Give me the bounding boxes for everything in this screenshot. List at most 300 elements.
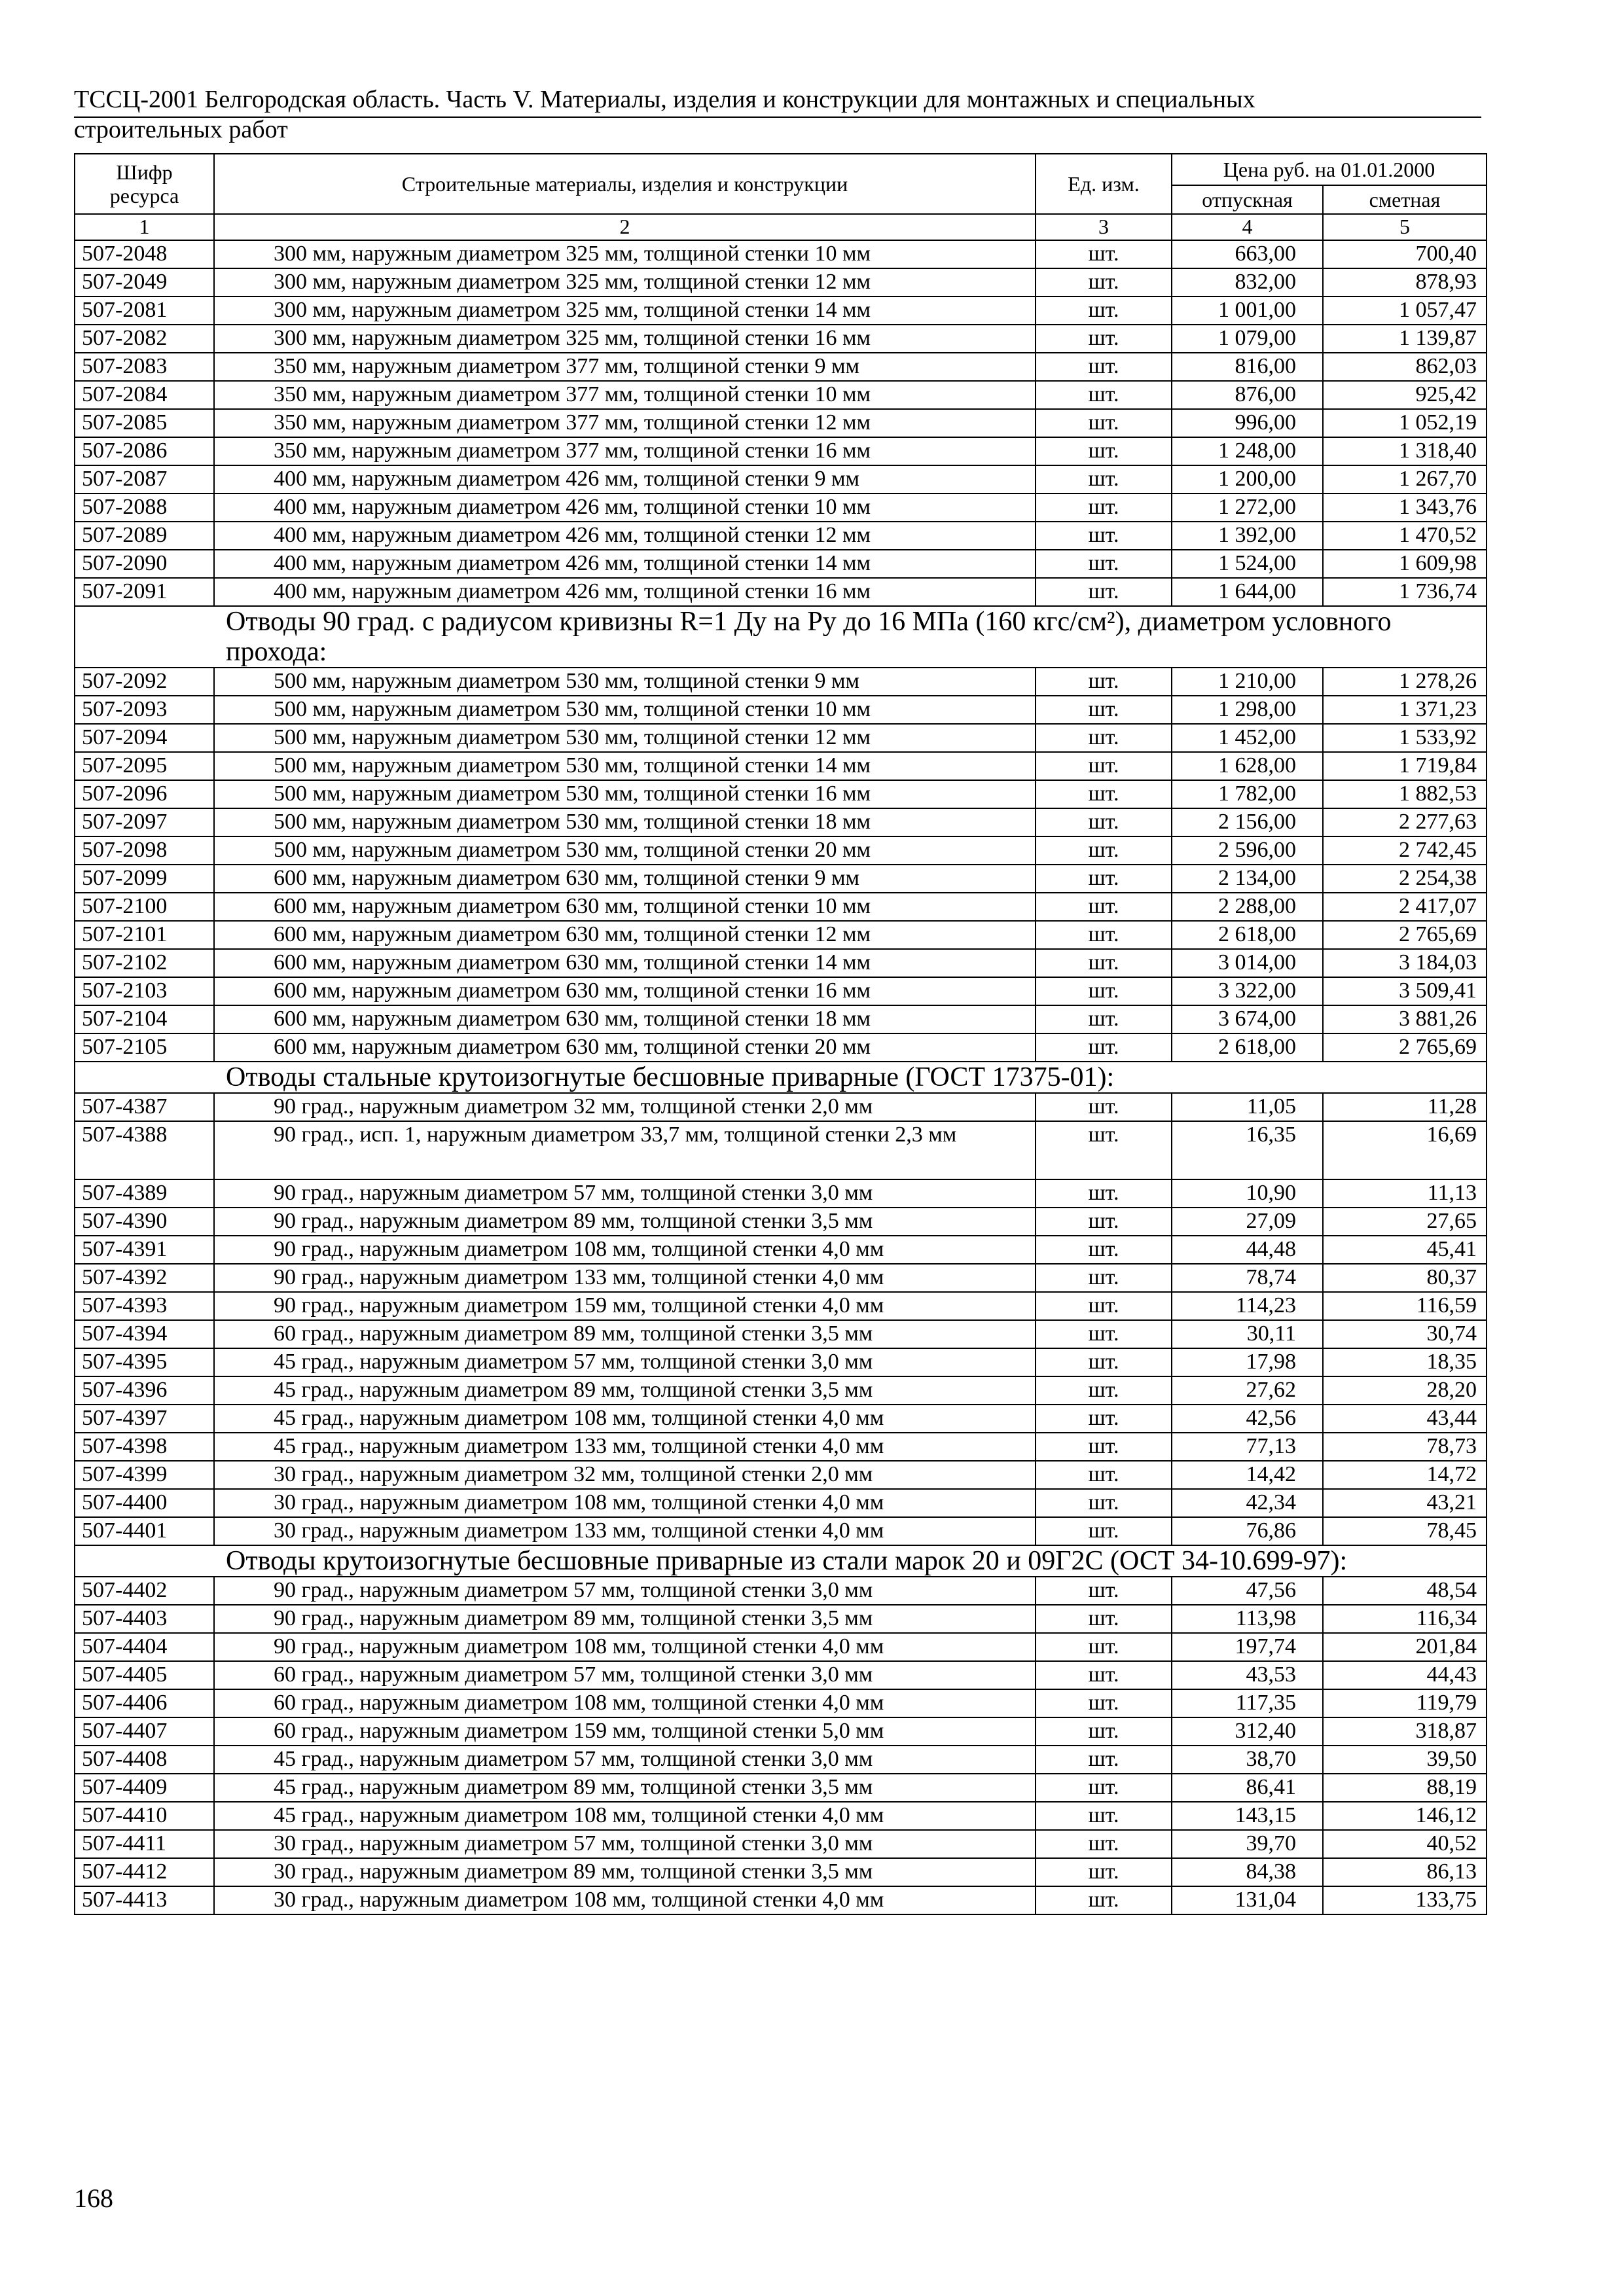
table-row [75, 240, 1487, 268]
item-description: 90 град., наружным диаметром 89 мм, толщиной стенки 3,5 мм [214, 1208, 1036, 1236]
running-header-line-1: ТССЦ-2001 Белгородская область. Часть V. Материалы, изделия и конструкции для монтажных и специальных [74, 86, 1255, 113]
unit-of-measure: шт. [1036, 437, 1172, 465]
estimate-price: 116,34 [1323, 1605, 1487, 1633]
estimate-price: 16,69 [1323, 1121, 1487, 1179]
unit-of-measure: шт. [1036, 865, 1172, 893]
item-description: 60 град., наружным диаметром 89 мм, толщиной стенки 3,5 мм [214, 1320, 1036, 1348]
estimate-price: 862,03 [1323, 353, 1487, 381]
item-description: 400 мм, наружным диаметром 426 мм, толщиной стенки 14 мм [214, 550, 1036, 578]
column-index-row [75, 214, 1487, 240]
column-index: 1 [75, 214, 214, 240]
resource-code: 507-4407 [75, 1717, 214, 1746]
estimate-price: 1 139,87 [1323, 325, 1487, 353]
estimate-price: 18,35 [1323, 1348, 1487, 1376]
unit-of-measure: шт. [1036, 353, 1172, 381]
resource-code: 507-4410 [75, 1802, 214, 1830]
release-price: 1 782,00 [1172, 780, 1323, 808]
unit-of-measure: шт. [1036, 921, 1172, 949]
release-price: 10,90 [1172, 1179, 1323, 1208]
price-table [74, 153, 1487, 1915]
estimate-price: 1 052,19 [1323, 409, 1487, 437]
table-row [75, 668, 1487, 696]
item-description: 400 мм, наружным диаметром 426 мм, толщиной стенки 9 мм [214, 465, 1036, 493]
estimate-price: 2 254,38 [1323, 865, 1487, 893]
release-price: 1 392,00 [1172, 522, 1323, 550]
release-price: 2 596,00 [1172, 836, 1323, 865]
estimate-price: 2 765,69 [1323, 921, 1487, 949]
resource-code: 507-2081 [75, 296, 214, 325]
release-price: 30,11 [1172, 1320, 1323, 1348]
unit-of-measure: шт. [1036, 409, 1172, 437]
resource-code: 507-4405 [75, 1661, 214, 1689]
resource-code: 507-4392 [75, 1264, 214, 1292]
item-description: 45 град., наружным диаметром 89 мм, толщиной стенки 3,5 мм [214, 1774, 1036, 1802]
item-description: 30 град., наружным диаметром 133 мм, толщиной стенки 4,0 мм [214, 1517, 1036, 1545]
release-price: 86,41 [1172, 1774, 1323, 1802]
release-price: 11,05 [1172, 1093, 1323, 1121]
running-header-line-2: строительных работ [74, 116, 288, 143]
table-row [75, 1121, 1487, 1179]
table-row [75, 949, 1487, 977]
resource-code: 507-4389 [75, 1179, 214, 1208]
unit-of-measure: шт. [1036, 836, 1172, 865]
item-description: 90 град., наружным диаметром 57 мм, толщиной стенки 3,0 мм [214, 1179, 1036, 1208]
estimate-price: 48,54 [1323, 1577, 1487, 1605]
table-row [75, 836, 1487, 865]
release-price: 1 200,00 [1172, 465, 1323, 493]
resource-code: 507-4387 [75, 1093, 214, 1121]
estimate-price: 1 533,92 [1323, 724, 1487, 752]
release-price: 3 322,00 [1172, 977, 1323, 1005]
resource-code: 507-4395 [75, 1348, 214, 1376]
resource-code: 507-2103 [75, 977, 214, 1005]
table-row [75, 550, 1487, 578]
resource-code: 507-4393 [75, 1292, 214, 1320]
item-description: 300 мм, наружным диаметром 325 мм, толщиной стенки 10 мм [214, 240, 1036, 268]
table-row [75, 1577, 1487, 1605]
resource-code: 507-2090 [75, 550, 214, 578]
item-description: 600 мм, наружным диаметром 630 мм, толщиной стенки 14 мм [214, 949, 1036, 977]
table-row [75, 1517, 1487, 1545]
resource-code: 507-2085 [75, 409, 214, 437]
resource-code: 507-2093 [75, 696, 214, 724]
table-row [75, 696, 1487, 724]
item-description: 400 мм, наружным диаметром 426 мм, толщиной стенки 10 мм [214, 493, 1036, 522]
table-row [75, 1208, 1487, 1236]
estimate-price: 2 277,63 [1323, 808, 1487, 836]
col-header-release-price: отпускная [1172, 185, 1323, 214]
item-description: 500 мм, наружным диаметром 530 мм, толщиной стенки 12 мм [214, 724, 1036, 752]
unit-of-measure: шт. [1036, 1802, 1172, 1830]
col-header-description: Строительные материалы, изделия и конструкции [214, 154, 1036, 214]
estimate-price: 1 371,23 [1323, 696, 1487, 724]
table-row [75, 1033, 1487, 1062]
unit-of-measure: шт. [1036, 1717, 1172, 1746]
table-row [75, 921, 1487, 949]
unit-of-measure: шт. [1036, 724, 1172, 752]
column-index: 5 [1323, 214, 1487, 240]
release-price: 996,00 [1172, 409, 1323, 437]
release-price: 38,70 [1172, 1746, 1323, 1774]
item-description: 60 град., наружным диаметром 57 мм, толщиной стенки 3,0 мм [214, 1661, 1036, 1689]
release-price: 1 248,00 [1172, 437, 1323, 465]
table-row [75, 780, 1487, 808]
release-price: 77,13 [1172, 1433, 1323, 1461]
resource-code: 507-4404 [75, 1633, 214, 1661]
release-price: 113,98 [1172, 1605, 1323, 1633]
release-price: 114,23 [1172, 1292, 1323, 1320]
resource-code: 507-2083 [75, 353, 214, 381]
resource-code: 507-2091 [75, 578, 214, 606]
column-index: 3 [1036, 214, 1172, 240]
resource-code: 507-2048 [75, 240, 214, 268]
release-price: 2 618,00 [1172, 921, 1323, 949]
estimate-price: 1 470,52 [1323, 522, 1487, 550]
table-row [75, 865, 1487, 893]
estimate-price: 78,45 [1323, 1517, 1487, 1545]
unit-of-measure: шт. [1036, 752, 1172, 780]
section-heading-row [75, 1062, 1487, 1093]
resource-code: 507-4388 [75, 1121, 214, 1179]
estimate-price: 1 318,40 [1323, 437, 1487, 465]
estimate-price: 43,44 [1323, 1405, 1487, 1433]
item-description: 300 мм, наружным диаметром 325 мм, толщиной стенки 14 мм [214, 296, 1036, 325]
unit-of-measure: шт. [1036, 1517, 1172, 1545]
release-price: 2 288,00 [1172, 893, 1323, 921]
unit-of-measure: шт. [1036, 240, 1172, 268]
release-price: 2 156,00 [1172, 808, 1323, 836]
release-price: 1 001,00 [1172, 296, 1323, 325]
release-price: 78,74 [1172, 1264, 1323, 1292]
resource-code: 507-4409 [75, 1774, 214, 1802]
unit-of-measure: шт. [1036, 381, 1172, 409]
release-price: 17,98 [1172, 1348, 1323, 1376]
item-description: 90 град., наружным диаметром 57 мм, толщиной стенки 3,0 мм [214, 1577, 1036, 1605]
table-row [75, 1802, 1487, 1830]
item-description: 30 град., наружным диаметром 89 мм, толщиной стенки 3,5 мм [214, 1858, 1036, 1886]
release-price: 197,74 [1172, 1633, 1323, 1661]
unit-of-measure: шт. [1036, 1577, 1172, 1605]
resource-code: 507-4390 [75, 1208, 214, 1236]
table-body [75, 240, 1487, 1914]
release-price: 27,09 [1172, 1208, 1323, 1236]
estimate-price: 28,20 [1323, 1376, 1487, 1405]
table-row [75, 1633, 1487, 1661]
item-description: 90 град., исп. 1, наружным диаметром 33,7 мм, толщиной стенки 2,3 мм [214, 1121, 1036, 1179]
unit-of-measure: шт. [1036, 1633, 1172, 1661]
release-price: 117,35 [1172, 1689, 1323, 1717]
unit-of-measure: шт. [1036, 1830, 1172, 1858]
resource-code: 507-2094 [75, 724, 214, 752]
estimate-price: 119,79 [1323, 1689, 1487, 1717]
estimate-price: 11,28 [1323, 1093, 1487, 1121]
table-row [75, 493, 1487, 522]
unit-of-measure: шт. [1036, 696, 1172, 724]
table-row [75, 1830, 1487, 1858]
table-row [75, 1376, 1487, 1405]
table-row [75, 522, 1487, 550]
unit-of-measure: шт. [1036, 1208, 1172, 1236]
col-header-estimate-price: сметная [1323, 185, 1487, 214]
item-description: 45 град., наружным диаметром 89 мм, толщиной стенки 3,5 мм [214, 1376, 1036, 1405]
estimate-price: 700,40 [1323, 240, 1487, 268]
table-row [75, 752, 1487, 780]
resource-code: 507-4391 [75, 1236, 214, 1264]
release-price: 131,04 [1172, 1886, 1323, 1914]
item-description: 90 град., наружным диаметром 32 мм, толщиной стенки 2,0 мм [214, 1093, 1036, 1121]
resource-code: 507-2102 [75, 949, 214, 977]
resource-code: 507-4411 [75, 1830, 214, 1858]
unit-of-measure: шт. [1036, 1689, 1172, 1717]
resource-code: 507-2089 [75, 522, 214, 550]
item-description: 500 мм, наружным диаметром 530 мм, толщиной стенки 14 мм [214, 752, 1036, 780]
table-row [75, 1661, 1487, 1689]
estimate-price: 2 742,45 [1323, 836, 1487, 865]
item-description: 30 град., наружным диаметром 108 мм, толщиной стенки 4,0 мм [214, 1886, 1036, 1914]
col-header-price: Цена руб. на 01.01.2000 [1172, 154, 1487, 185]
column-index: 4 [1172, 214, 1323, 240]
table-row [75, 1461, 1487, 1489]
item-description: 600 мм, наружным диаметром 630 мм, толщиной стенки 9 мм [214, 865, 1036, 893]
item-description: 90 град., наружным диаметром 133 мм, толщиной стенки 4,0 мм [214, 1264, 1036, 1292]
item-description: 30 град., наружным диаметром 108 мм, толщиной стенки 4,0 мм [214, 1489, 1036, 1517]
resource-code: 507-4406 [75, 1689, 214, 1717]
item-description: 350 мм, наружным диаметром 377 мм, толщиной стенки 16 мм [214, 437, 1036, 465]
item-description: 350 мм, наружным диаметром 377 мм, толщиной стенки 10 мм [214, 381, 1036, 409]
unit-of-measure: шт. [1036, 1179, 1172, 1208]
table-row [75, 977, 1487, 1005]
table-row [75, 1605, 1487, 1633]
item-description: 500 мм, наружным диаметром 530 мм, толщиной стенки 20 мм [214, 836, 1036, 865]
table-row [75, 808, 1487, 836]
release-price: 14,42 [1172, 1461, 1323, 1489]
estimate-price: 78,73 [1323, 1433, 1487, 1461]
table-row [75, 1236, 1487, 1264]
estimate-price: 45,41 [1323, 1236, 1487, 1264]
estimate-price: 30,74 [1323, 1320, 1487, 1348]
item-description: 30 град., наружным диаметром 57 мм, толщиной стенки 3,0 мм [214, 1830, 1036, 1858]
item-description: 30 град., наружным диаметром 32 мм, толщиной стенки 2,0 мм [214, 1461, 1036, 1489]
resource-code: 507-2101 [75, 921, 214, 949]
table-row [75, 1093, 1487, 1121]
estimate-price: 3 184,03 [1323, 949, 1487, 977]
resource-code: 507-2049 [75, 268, 214, 296]
resource-code: 507-4412 [75, 1858, 214, 1886]
estimate-price: 86,13 [1323, 1858, 1487, 1886]
table-row [75, 1433, 1487, 1461]
release-price: 1 298,00 [1172, 696, 1323, 724]
table-row [75, 578, 1487, 606]
resource-code: 507-4399 [75, 1461, 214, 1489]
resource-code: 507-2098 [75, 836, 214, 865]
table-row [75, 1689, 1487, 1717]
table-row [75, 296, 1487, 325]
estimate-price: 878,93 [1323, 268, 1487, 296]
section-heading: Отводы крутоизогнутые бесшовные приварные из стали марок 20 и 09Г2С (ОСТ 34-10.699-97): [75, 1545, 1487, 1577]
release-price: 876,00 [1172, 381, 1323, 409]
resource-code: 507-2105 [75, 1033, 214, 1062]
table-row [75, 325, 1487, 353]
resource-code: 507-2088 [75, 493, 214, 522]
release-price: 663,00 [1172, 240, 1323, 268]
unit-of-measure: шт. [1036, 522, 1172, 550]
unit-of-measure: шт. [1036, 1033, 1172, 1062]
table-row [75, 1348, 1487, 1376]
unit-of-measure: шт. [1036, 296, 1172, 325]
table-row [75, 353, 1487, 381]
release-price: 47,56 [1172, 1577, 1323, 1605]
table-row [75, 1005, 1487, 1033]
estimate-price: 2 417,07 [1323, 893, 1487, 921]
item-description: 300 мм, наружным диаметром 325 мм, толщиной стенки 16 мм [214, 325, 1036, 353]
item-description: 45 град., наружным диаметром 57 мм, толщиной стенки 3,0 мм [214, 1746, 1036, 1774]
item-description: 90 град., наружным диаметром 108 мм, толщиной стенки 4,0 мм [214, 1633, 1036, 1661]
unit-of-measure: шт. [1036, 465, 1172, 493]
estimate-price: 14,72 [1323, 1461, 1487, 1489]
item-description: 500 мм, наружным диаметром 530 мм, толщиной стенки 9 мм [214, 668, 1036, 696]
unit-of-measure: шт. [1036, 1292, 1172, 1320]
section-heading-row [75, 1545, 1487, 1577]
unit-of-measure: шт. [1036, 1661, 1172, 1689]
estimate-price: 146,12 [1323, 1802, 1487, 1830]
release-price: 39,70 [1172, 1830, 1323, 1858]
release-price: 27,62 [1172, 1376, 1323, 1405]
resource-code: 507-4402 [75, 1577, 214, 1605]
estimate-price: 925,42 [1323, 381, 1487, 409]
release-price: 816,00 [1172, 353, 1323, 381]
resource-code: 507-4398 [75, 1433, 214, 1461]
estimate-price: 1 609,98 [1323, 550, 1487, 578]
item-description: 90 град., наружным диаметром 159 мм, толщиной стенки 4,0 мм [214, 1292, 1036, 1320]
estimate-price: 1 278,26 [1323, 668, 1487, 696]
release-price: 76,86 [1172, 1517, 1323, 1545]
estimate-price: 1 736,74 [1323, 578, 1487, 606]
unit-of-measure: шт. [1036, 268, 1172, 296]
resource-code: 507-4397 [75, 1405, 214, 1433]
unit-of-measure: шт. [1036, 1320, 1172, 1348]
item-description: 45 град., наружным диаметром 108 мм, толщиной стенки 4,0 мм [214, 1802, 1036, 1830]
estimate-price: 11,13 [1323, 1179, 1487, 1208]
page-number: 168 [74, 2183, 113, 2213]
unit-of-measure: шт. [1036, 893, 1172, 921]
table-row [75, 1717, 1487, 1746]
item-description: 600 мм, наружным диаметром 630 мм, толщиной стенки 16 мм [214, 977, 1036, 1005]
resource-code: 507-2084 [75, 381, 214, 409]
unit-of-measure: шт. [1036, 1886, 1172, 1914]
estimate-price: 80,37 [1323, 1264, 1487, 1292]
resource-code: 507-2086 [75, 437, 214, 465]
item-description: 400 мм, наружным диаметром 426 мм, толщиной стенки 12 мм [214, 522, 1036, 550]
section-heading: Отводы 90 град. с радиусом кривизны R=1 Ду на Ру до 16 МПа (160 кгс/см²), диаметром условного прохода: [75, 606, 1487, 668]
resource-code: 507-2096 [75, 780, 214, 808]
unit-of-measure: шт. [1036, 1121, 1172, 1179]
column-index: 2 [214, 214, 1036, 240]
unit-of-measure: шт. [1036, 1858, 1172, 1886]
table-row [75, 893, 1487, 921]
release-price: 1 210,00 [1172, 668, 1323, 696]
estimate-price: 3 509,41 [1323, 977, 1487, 1005]
estimate-price: 116,59 [1323, 1292, 1487, 1320]
resource-code: 507-2104 [75, 1005, 214, 1033]
release-price: 1 644,00 [1172, 578, 1323, 606]
release-price: 84,38 [1172, 1858, 1323, 1886]
item-description: 90 град., наружным диаметром 108 мм, толщиной стенки 4,0 мм [214, 1236, 1036, 1264]
unit-of-measure: шт. [1036, 668, 1172, 696]
unit-of-measure: шт. [1036, 550, 1172, 578]
release-price: 1 628,00 [1172, 752, 1323, 780]
item-description: 90 град., наружным диаметром 89 мм, толщиной стенки 3,5 мм [214, 1605, 1036, 1633]
release-price: 42,34 [1172, 1489, 1323, 1517]
unit-of-measure: шт. [1036, 1005, 1172, 1033]
release-price: 832,00 [1172, 268, 1323, 296]
estimate-price: 39,50 [1323, 1746, 1487, 1774]
unit-of-measure: шт. [1036, 1405, 1172, 1433]
item-description: 500 мм, наружным диаметром 530 мм, толщиной стенки 16 мм [214, 780, 1036, 808]
release-price: 2 618,00 [1172, 1033, 1323, 1062]
resource-code: 507-4396 [75, 1376, 214, 1405]
col-header-unit: Ед. изм. [1036, 154, 1172, 214]
item-description: 350 мм, наружным диаметром 377 мм, толщиной стенки 12 мм [214, 409, 1036, 437]
unit-of-measure: шт. [1036, 1433, 1172, 1461]
unit-of-measure: шт. [1036, 578, 1172, 606]
section-heading: Отводы стальные крутоизогнутые бесшовные приварные (ГОСТ 17375-01): [75, 1062, 1487, 1093]
unit-of-measure: шт. [1036, 1774, 1172, 1802]
resource-code: 507-4408 [75, 1746, 214, 1774]
release-price: 1 079,00 [1172, 325, 1323, 353]
item-description: 45 град., наружным диаметром 57 мм, толщиной стенки 3,0 мм [214, 1348, 1036, 1376]
estimate-price: 1 719,84 [1323, 752, 1487, 780]
estimate-price: 88,19 [1323, 1774, 1487, 1802]
item-description: 350 мм, наружным диаметром 377 мм, толщиной стенки 9 мм [214, 353, 1036, 381]
release-price: 312,40 [1172, 1717, 1323, 1746]
estimate-price: 3 881,26 [1323, 1005, 1487, 1033]
unit-of-measure: шт. [1036, 1461, 1172, 1489]
unit-of-measure: шт. [1036, 1093, 1172, 1121]
unit-of-measure: шт. [1036, 1236, 1172, 1264]
unit-of-measure: шт. [1036, 1489, 1172, 1517]
estimate-price: 1 343,76 [1323, 493, 1487, 522]
resource-code: 507-2082 [75, 325, 214, 353]
release-price: 1 524,00 [1172, 550, 1323, 578]
release-price: 44,48 [1172, 1236, 1323, 1264]
resource-code: 507-4394 [75, 1320, 214, 1348]
estimate-price: 133,75 [1323, 1886, 1487, 1914]
item-description: 600 мм, наружным диаметром 630 мм, толщиной стенки 18 мм [214, 1005, 1036, 1033]
resource-code: 507-4401 [75, 1517, 214, 1545]
unit-of-measure: шт. [1036, 1376, 1172, 1405]
unit-of-measure: шт. [1036, 1348, 1172, 1376]
table-row [75, 1489, 1487, 1517]
unit-of-measure: шт. [1036, 808, 1172, 836]
resource-code: 507-2095 [75, 752, 214, 780]
item-description: 400 мм, наружным диаметром 426 мм, толщиной стенки 16 мм [214, 578, 1036, 606]
estimate-price: 1 882,53 [1323, 780, 1487, 808]
unit-of-measure: шт. [1036, 1605, 1172, 1633]
resource-code: 507-4413 [75, 1886, 214, 1914]
item-description: 300 мм, наружным диаметром 325 мм, толщиной стенки 12 мм [214, 268, 1036, 296]
table-row [75, 381, 1487, 409]
table-row [75, 1320, 1487, 1348]
table-row [75, 1405, 1487, 1433]
unit-of-measure: шт. [1036, 325, 1172, 353]
item-description: 45 град., наружным диаметром 133 мм, толщиной стенки 4,0 мм [214, 1433, 1036, 1461]
resource-code: 507-2100 [75, 893, 214, 921]
table-row [75, 1179, 1487, 1208]
release-price: 143,15 [1172, 1802, 1323, 1830]
table-row [75, 409, 1487, 437]
item-description: 60 град., наружным диаметром 108 мм, толщиной стенки 4,0 мм [214, 1689, 1036, 1717]
resource-code: 507-2092 [75, 668, 214, 696]
